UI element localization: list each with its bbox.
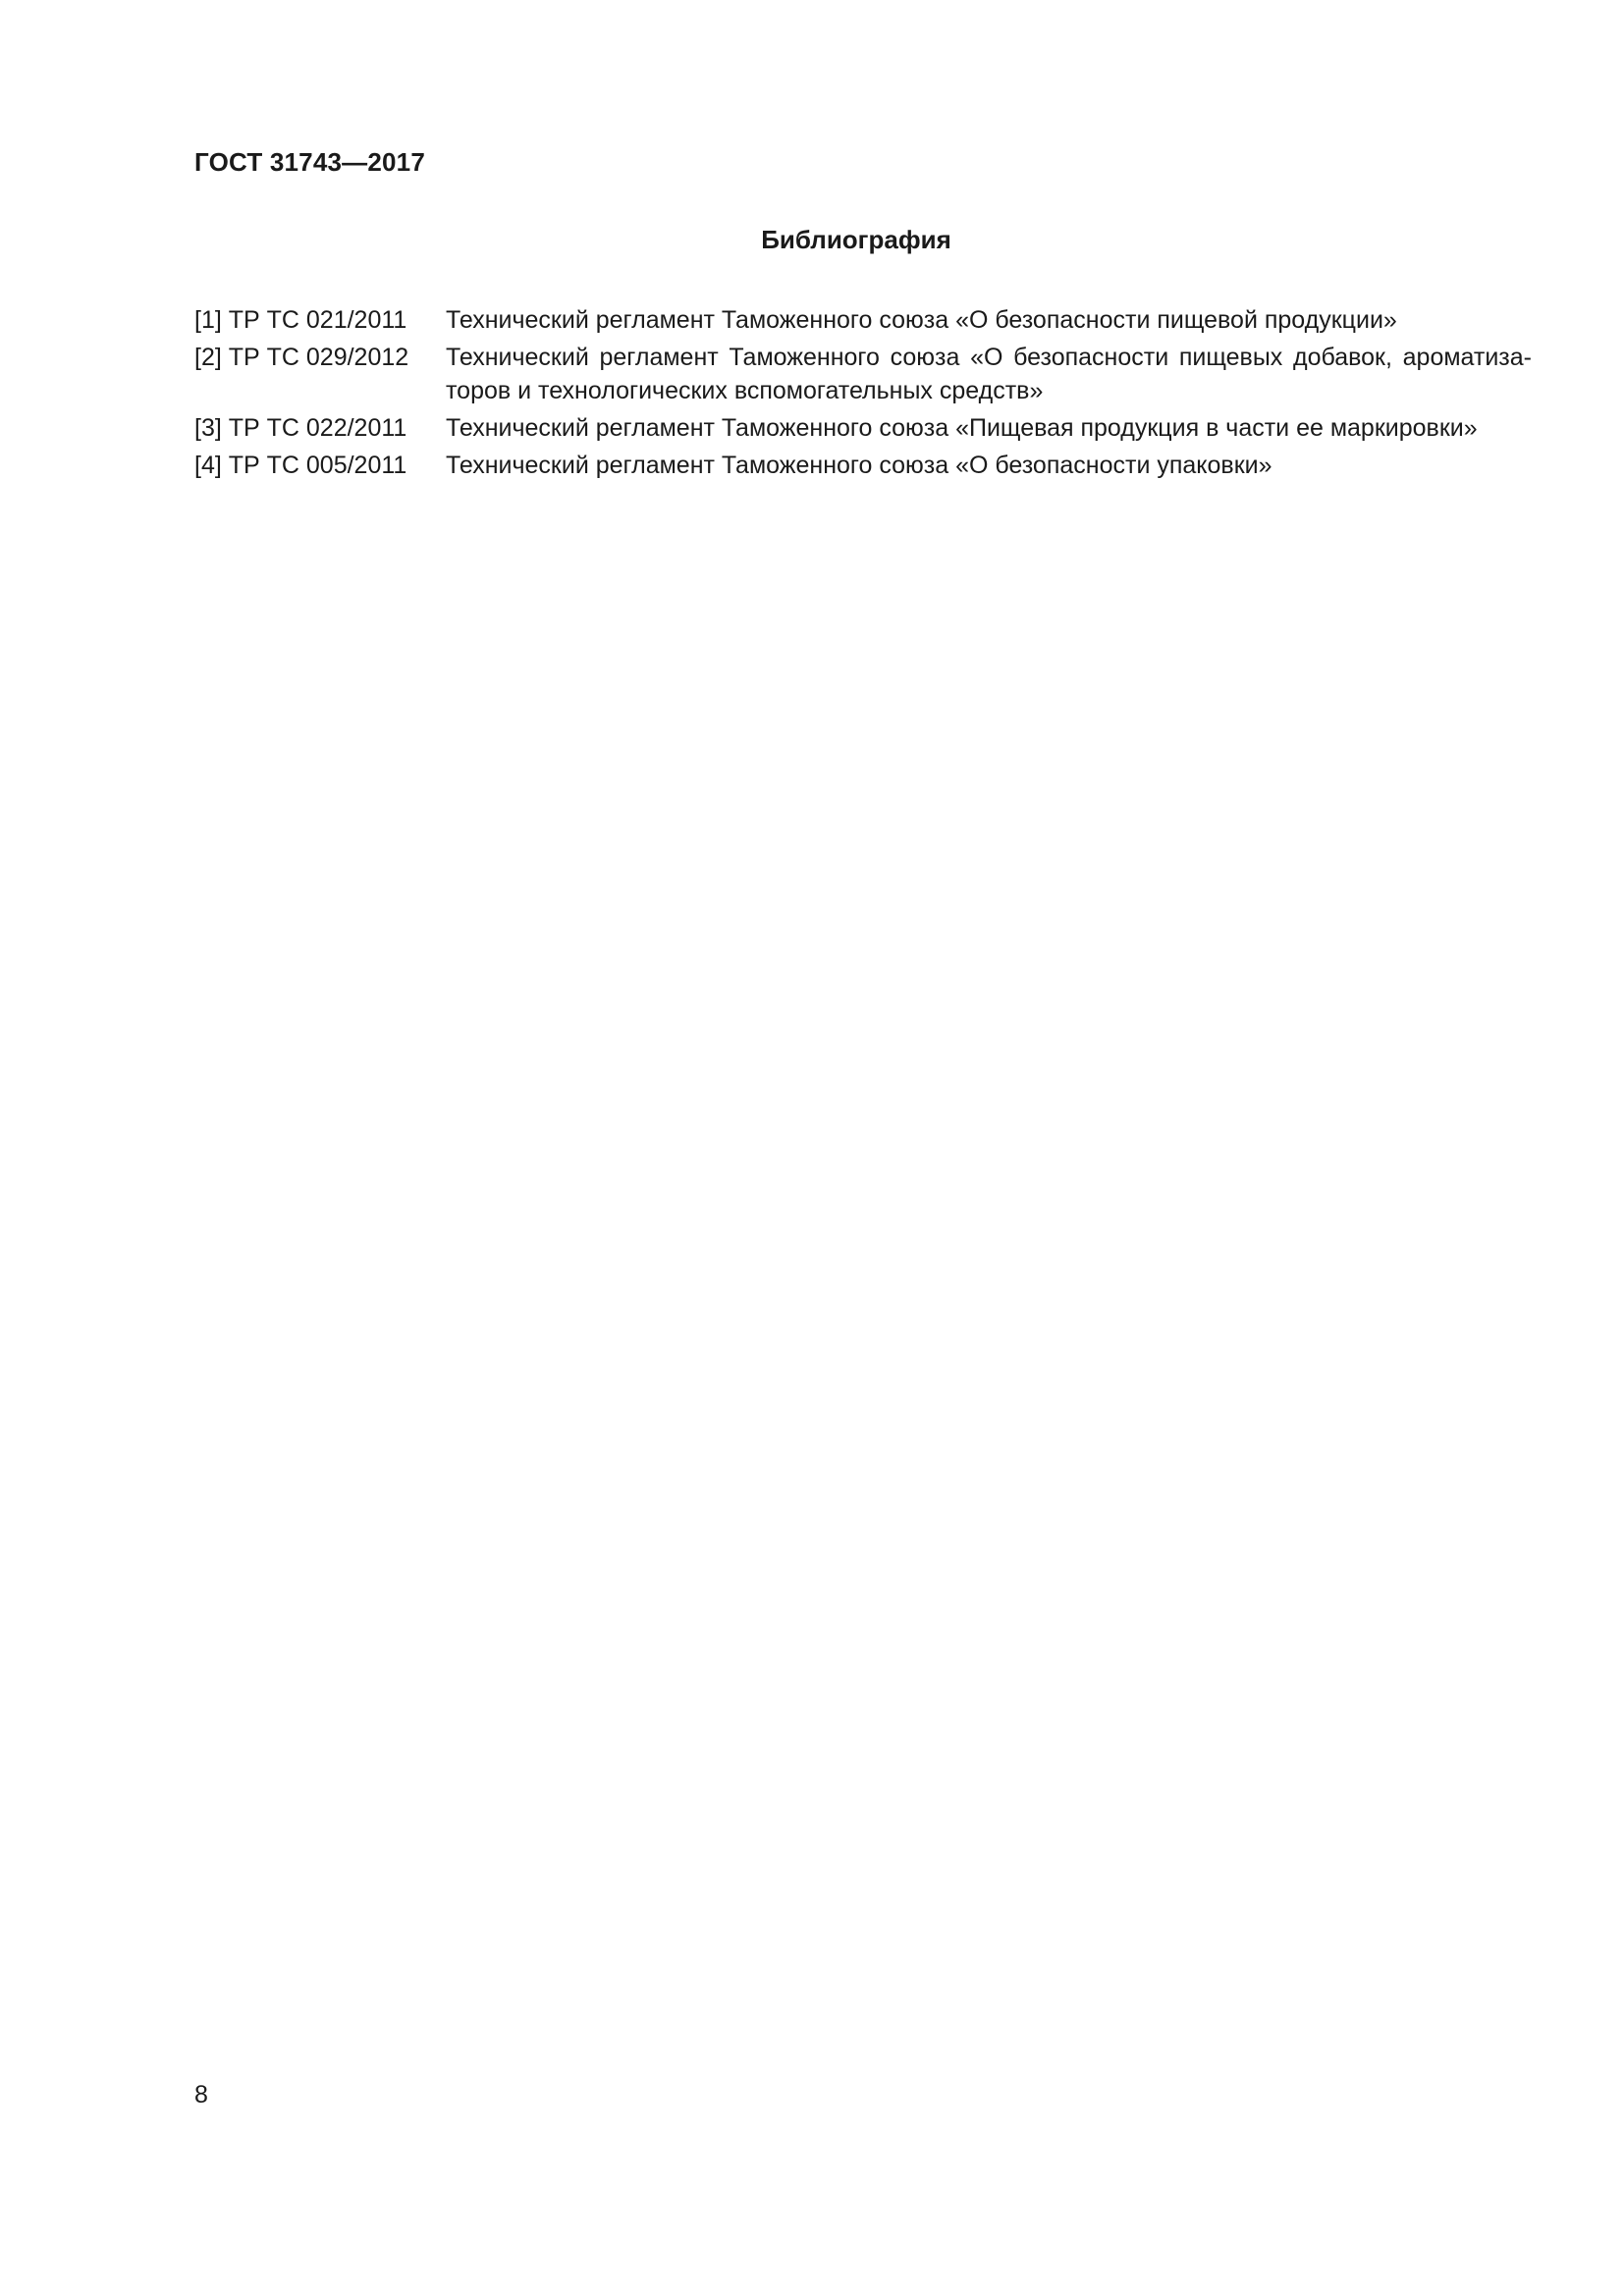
bibliography-text-line: Технический регламент Таможенного союза «Пищевая продукция в части ее маркировки» (446, 414, 1478, 442)
bibliography-entry (194, 449, 1532, 482)
bibliography-text (446, 449, 1532, 482)
bibliography-ref: [2] ТР ТС 029/2012 (194, 344, 409, 371)
document-header: ГОСТ 31743—2017 (194, 147, 425, 177)
section-title: Библиография (761, 225, 951, 254)
bibliography-ref: [4] ТР ТС 005/2011 (194, 452, 407, 479)
bibliography-text-line: Технический регламент Таможенного союза «О безопасности пищевых добавок, ароматиза- (446, 344, 1532, 371)
bibliography-list (194, 303, 1532, 486)
bibliography-ref: [3] ТР ТС 022/2011 (194, 414, 407, 442)
bibliography-text (446, 341, 1532, 407)
bibliography-text (446, 411, 1532, 445)
bibliography-text-line: Технический регламент Таможенного союза «О безопасности пищевой продукции» (446, 306, 1397, 334)
bibliography-text-line: торов и технологических вспомогательных средств» (446, 377, 1044, 404)
bibliography-text (446, 303, 1532, 337)
bibliography-entry (194, 341, 1532, 407)
page-number: 8 (194, 2081, 208, 2109)
bibliography-entry (194, 411, 1532, 445)
bibliography-entry (194, 303, 1532, 337)
bibliography-ref: [1] ТР ТС 021/2011 (194, 306, 407, 334)
bibliography-text-line: Технический регламент Таможенного союза «О безопасности упаковки» (446, 452, 1272, 479)
